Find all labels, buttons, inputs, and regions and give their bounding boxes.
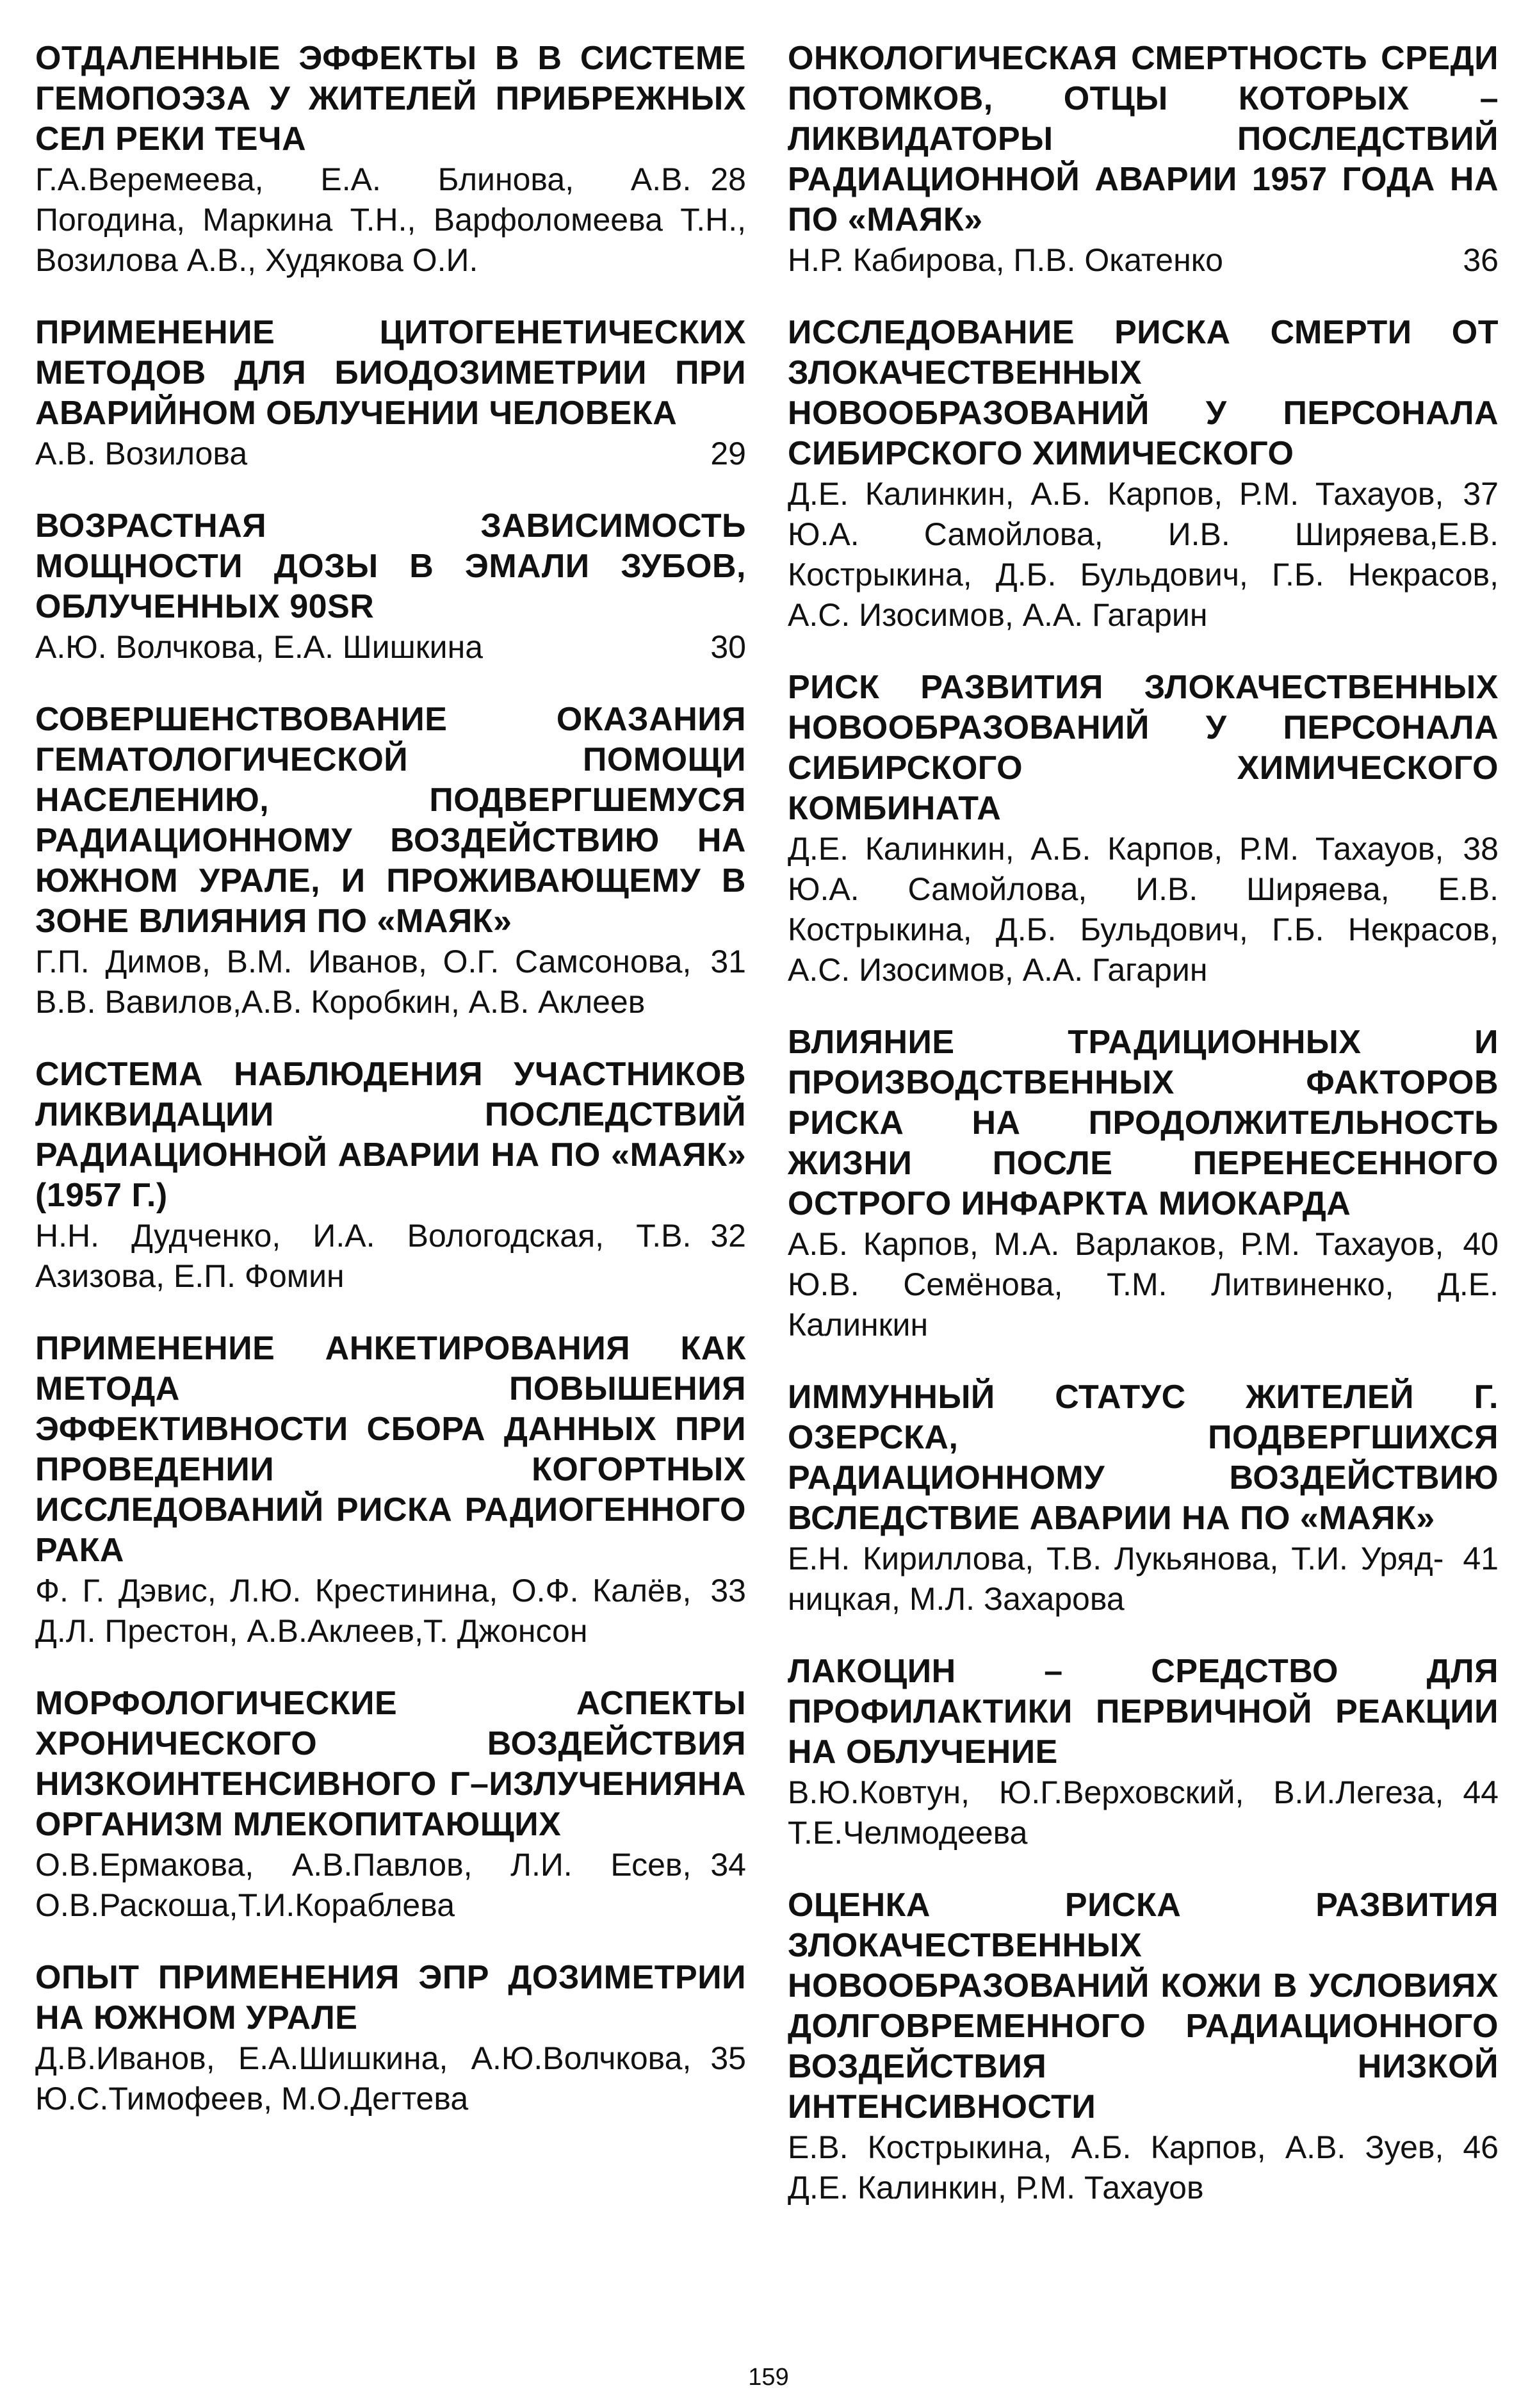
page-number: 159 <box>748 2364 789 2391</box>
entry-authors: В.Ю.Ковтун, Ю.Г.Верховский, В.И.Легеза, Т.Е.Челмодеева <box>788 1774 1444 1851</box>
entry-authors: Д.Е. Калинкин, А.Б. Карпов, Р.М. Тахауов, Ю.А. Самойлова, И.В. Ширяева,Е.В. Кострыкина, Д.Б. Бульдович, Г.Б. Некрасов, А.С. Изосимов, А.А. Гагарин <box>788 476 1499 633</box>
entry-title: ИММУННЫЙ СТАТУС ЖИТЕЛЕЙ Г. ОЗЕРСКА, ПОДВЕРГШИХСЯ РАДИАЦИОННОМУ ВОЗДЕЙСТВИЮ ВСЛЕДСТВИЕ АВАРИИ НА ПО «МАЯК» <box>788 1379 1499 1537</box>
toc-column-left <box>35 38 746 2151</box>
entry-page-number: 38 <box>1463 831 1499 867</box>
entry-page-number: 28 <box>710 161 746 197</box>
toc-entry <box>35 506 746 668</box>
toc-entry <box>788 38 1499 281</box>
entry-page-number: 33 <box>710 1573 746 1609</box>
entry-authors-line <box>35 1845 746 1926</box>
toc-entry <box>35 1958 746 2119</box>
entry-authors: Д.Е. Калинкин, А.Б. Карпов, Р.М. Тахауов, Ю.А. Самойлова, И.В. Ширяева, Е.В. Кострыкина, Д.Б. Бульдович, Г.Б. Некрасов, А.С. Изосимов, А.А. Гагарин <box>788 831 1499 988</box>
entry-authors: Н.Н. Дудченко, И.А. Вологодская, Т.В. Азизова, Е.П. Фомин <box>35 1218 692 1294</box>
toc-entry <box>788 1022 1499 1345</box>
toc-entry <box>35 1329 746 1651</box>
entry-authors: Н.Р. Кабирова, П.В. Окатенко <box>788 242 1223 278</box>
entry-title: ВЛИЯНИЕ ТРАДИЦИОННЫХ И ПРОИЗВОДСТВЕННЫХ ФАКТОРОВ РИСКА НА ПРОДОЛЖИТЕЛЬНОСТЬ ЖИЗНИ ПОСЛЕ ПЕРЕНЕСЕННОГО ОСТРОГО ИНФАРКТА МИОКАРДА <box>788 1024 1499 1222</box>
toc-entry <box>35 700 746 1022</box>
toc-entry <box>35 38 746 281</box>
entry-page-number: 40 <box>1463 1226 1499 1262</box>
toc-entry <box>788 668 1499 990</box>
entry-authors: Г.П. Димов, В.М. Иванов, О.Г. Самсонова, В.В. Вавилов,А.В. Коробкин, А.В. Аклеев <box>35 944 692 1020</box>
entry-title: ОНКОЛОГИЧЕСКАЯ СМЕРТНОСТЬ СРЕДИ ПОТОМКОВ, ОТЦЫ КОТОРЫХ – ЛИКВИДАТОРЫ ПОСЛЕДСТВИЙ РАДИАЦИОННОЙ АВАРИИ 1957 ГОДА НА ПО «МАЯК» <box>788 40 1499 238</box>
entry-authors: Е.В. Кострыкина, А.Б. Карпов, А.В. Зуев, Д.Е. Калинкин, Р.М. Тахауов <box>788 2129 1444 2206</box>
entry-page-number: 41 <box>1463 1541 1499 1577</box>
entry-page-number: 31 <box>710 944 746 979</box>
entry-authors-line <box>35 1216 746 1297</box>
toc-entry <box>788 1651 1499 1853</box>
entry-authors: А.Б. Карпов, М.А. Варлаков, Р.М. Тахауов, Ю.В. Семёнова, Т.М. Литвиненко, Д.Е. Калинкин <box>788 1226 1499 1343</box>
entry-page-number: 44 <box>1463 1774 1499 1810</box>
entry-authors-line <box>788 1224 1499 1345</box>
entry-title: ВОЗРАСТНАЯ ЗАВИСИМОСТЬ МОЩНОСТИ ДОЗЫ В ЭМАЛИ ЗУБОВ, ОБЛУЧЕННЫХ 90SR <box>35 507 746 625</box>
toc-entry <box>788 1885 1499 2208</box>
entry-authors-line <box>788 2127 1499 2208</box>
entry-title: ИССЛЕДОВАНИЕ РИСКА СМЕРТИ ОТ ЗЛОКАЧЕСТВЕННЫХ НОВООБРАЗОВАНИЙ У ПЕРСОНАЛА СИБИРСКОГО ХИМИЧЕСКОГО <box>788 314 1499 472</box>
entry-authors: Г.А.Веремеева, Е.А. Блинова, А.В. Погодина, Маркина Т.Н., Варфоломеева Т.Н., Возилова А.В., Худякова О.И. <box>35 161 746 278</box>
entry-title: ПРИМЕНЕНИЕ АНКЕТИРОВАНИЯ КАК МЕТОДА ПОВЫШЕНИЯ ЭФФЕКТИВНОСТИ СБОРА ДАННЫХ ПРИ ПРОВЕДЕНИИ КОГОРТНЫХ ИССЛЕДОВАНИЙ РИСКА РАДИОГЕННОГО РАКА <box>35 1330 746 1569</box>
entry-authors-line <box>35 160 746 281</box>
entry-authors: Е.Н. Кириллова, Т.В. Лукьянова, Т.И. Урядницкая, М.Л. Захарова <box>788 1541 1444 1617</box>
entry-title: МОРФОЛОГИЧЕСКИЕ АСПЕКТЫ ХРОНИЧЕСКОГО ВОЗДЕЙСТВИЯ НИЗКОИНТЕНСИВНОГО Γ–ИЗЛУЧЕНИЯНА ОРГАНИЗМ МЛЕКОПИТАЮЩИХ <box>35 1685 746 1843</box>
entry-title: ПРИМЕНЕНИЕ ЦИТОГЕНЕТИЧЕСКИХ МЕТОДОВ ДЛЯ БИОДОЗИМЕТРИИ ПРИ АВАРИЙНОМ ОБЛУЧЕНИИ ЧЕЛОВЕКА <box>35 314 746 432</box>
entry-authors-line <box>788 1539 1499 1619</box>
entry-title: СИСТЕМА НАБЛЮДЕНИЯ УЧАСТНИКОВ ЛИКВИДАЦИИ ПОСЛЕДСТВИЙ РАДИАЦИОННОЙ АВАРИИ НА ПО «МАЯК» (1957 Г.) <box>35 1056 746 1214</box>
entry-authors: Ф. Г. Дэвис, Л.Ю. Крестинина, О.Ф. Калёв, Д.Л. Престон, А.В.Аклеев,Т. Джонсон <box>35 1573 692 1649</box>
entry-title: РИСК РАЗВИТИЯ ЗЛОКАЧЕСТВЕННЫХ НОВООБРАЗОВАНИЙ У ПЕРСОНАЛА СИБИРСКОГО ХИМИЧЕСКОГО КОМБИНАТА <box>788 669 1499 827</box>
toc-column-right <box>788 38 1499 2240</box>
entry-authors-line <box>788 829 1499 990</box>
entry-title: ОТДАЛЕННЫЕ ЭФФЕКТЫ В В СИСТЕМЕ ГЕМОПОЭЗА У ЖИТЕЛЕЙ ПРИБРЕЖНЫХ СЕЛ РЕКИ ТЕЧА <box>35 40 746 158</box>
entry-page-number: 35 <box>710 2040 746 2076</box>
entry-title: ЛАКОЦИН – СРЕДСТВО ДЛЯ ПРОФИЛАКТИКИ ПЕРВИЧНОЙ РЕАКЦИИ НА ОБЛУЧЕНИЕ <box>788 1653 1499 1771</box>
entry-authors-line <box>788 1773 1499 1853</box>
toc-entry <box>35 313 746 474</box>
entry-title: ОПЫТ ПРИМЕНЕНИЯ ЭПР ДОЗИМЕТРИИ НА ЮЖНОМ УРАЛЕ <box>35 1959 746 2036</box>
entry-page-number: 36 <box>1463 242 1499 278</box>
entry-title: СОВЕРШЕНСТВОВАНИЕ ОКАЗАНИЯ ГЕМАТОЛОГИЧЕСКОЙ ПОМОЩИ НАСЕЛЕНИЮ, ПОДВЕРГШЕМУСЯ РАДИАЦИОННОМУ ВОЗДЕЙСТВИЮ НА ЮЖНОМ УРАЛЕ, И ПРОЖИВАЮЩЕМУ В ЗОНЕ ВЛИЯНИЯ ПО «МАЯК» <box>35 701 746 940</box>
entry-page-number: 32 <box>710 1218 746 1254</box>
entry-authors-line <box>788 474 1499 635</box>
entry-authors: А.В. Возилова <box>35 436 248 471</box>
entry-authors-line <box>788 240 1499 281</box>
toc-entry <box>35 1054 746 1297</box>
entry-authors: А.Ю. Волчкова, Е.А. Шишкина <box>35 629 484 665</box>
toc-entry <box>788 313 1499 635</box>
entry-authors: Д.В.Иванов, Е.А.Шишкина, А.Ю.Волчкова, Ю.С.Тимофеев, М.О.Дегтева <box>35 2040 692 2117</box>
entry-authors: О.В.Ермакова, А.В.Павлов, Л.И. Есев, О.В.Раскоша,Т.И.Кораблева <box>35 1847 692 1923</box>
entry-authors-line <box>35 627 746 668</box>
entry-authors-line <box>35 434 746 474</box>
entry-authors-line <box>35 1571 746 1651</box>
entry-title: ОЦЕНКА РИСКА РАЗВИТИЯ ЗЛОКАЧЕСТВЕННЫХ НОВООБРАЗОВАНИЙ КОЖИ В УСЛОВИЯХ ДОЛГОВРЕМЕННОГО РАДИАЦИОННОГО ВОЗДЕЙСТВИЯ НИЗКОЙ ИНТЕНСИВНОСТИ <box>788 1887 1499 2125</box>
entry-page-number: 37 <box>1463 476 1499 512</box>
entry-page-number: 30 <box>710 629 746 665</box>
entry-page-number: 29 <box>710 436 746 471</box>
toc-entry <box>788 1377 1499 1619</box>
entry-authors-line <box>35 2038 746 2119</box>
entry-page-number: 46 <box>1463 2129 1499 2165</box>
entry-page-number: 34 <box>710 1847 746 1883</box>
entry-authors-line <box>35 942 746 1022</box>
toc-entry <box>35 1683 746 1926</box>
